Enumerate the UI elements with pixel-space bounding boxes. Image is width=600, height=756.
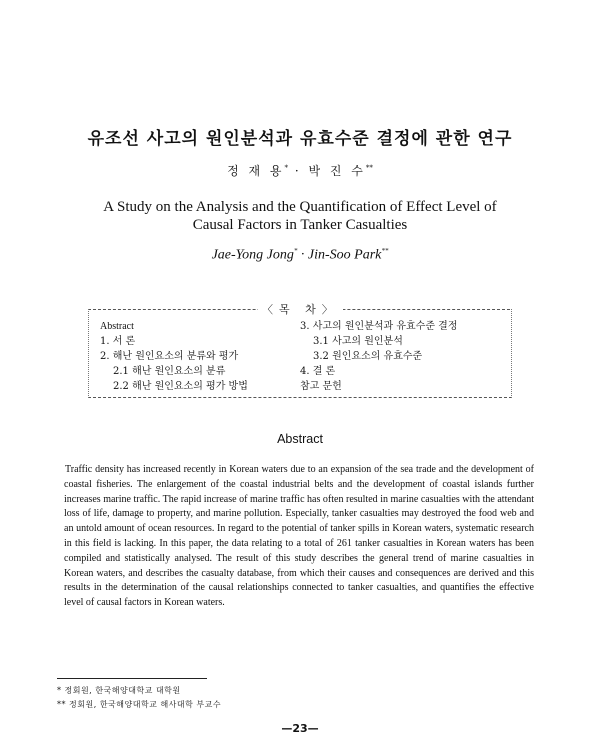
korean-authors xyxy=(0,162,600,179)
toc-item-3-1: 3.1 사고의 원인분석 xyxy=(313,336,403,347)
english-title xyxy=(0,198,600,234)
author-2-mark: ** xyxy=(365,164,373,172)
toc-item-4: 4. 결 론 xyxy=(300,366,336,377)
footnote-2: ** 정회원, 한국해양대학교 해사대학 부교수 xyxy=(57,700,222,709)
toc-item-2: 2. 해난 원인요소의 분류와 평가 xyxy=(100,351,239,362)
footnote-1: * 정회원, 한국해양대학교 대학원 xyxy=(57,686,181,695)
author-2-korean: 박 진 수 xyxy=(308,164,366,178)
english-title-line-1: A Study on the Analysis and the Quantification of Effect Level of xyxy=(103,199,497,215)
toc-item-abstract: Abstract xyxy=(100,321,134,332)
footnote-rule xyxy=(57,678,207,679)
toc-item-2-1: 2.1 해난 원인요소의 분류 xyxy=(113,366,226,377)
toc-item-3-2: 3.2 원인요소의 유효수준 xyxy=(313,351,423,362)
toc-item-3: 3. 사고의 원인분석과 유효수준 결정 xyxy=(300,321,458,332)
toc-item-1: 1. 서 론 xyxy=(100,336,136,347)
english-authors xyxy=(0,247,600,264)
abstract-body: Traffic density has increased recently in Korean waters due to an expansion of the sea trade and the development of coastal fisheries. The enlargement of the coastal industrial belts and the development of coastal islands further increases marine traffic. The rapid increase of marine traffic has often resulted in marine casualties with the attendant loss of life, damage to property, and marine pollution. Especially, tanker casualties may destroyed the food web and an untold amount of ocean resources. In regard to the potential of tanker spills in Korean waters, systematic research in this field is lacking. In this paper, the data relating to a total of 261 tanker casualties in Korean waters has been compiled and statistically analysed. The result of this study describes the general trend of marine casualties in Korean waters, and describes the casualty database, from which their causes and consequences are derived and this results in the determination of the causal relationships connected to tanker casualties, and quantifies the effective level of causal factors in Korean waters. xyxy=(64,464,534,609)
author-2-english: Jin-Soo Park xyxy=(307,247,382,263)
author-separator-en: · xyxy=(297,247,308,263)
author-1-mark: * xyxy=(284,164,289,172)
toc-right-column xyxy=(300,319,458,394)
page-number: —23— xyxy=(281,722,319,735)
author-1-english: Jae-Yong Jong xyxy=(211,247,294,263)
toc-heading: 〈목 차〉 xyxy=(258,301,343,317)
korean-title: 유조선 사고의 원인분석과 유효수준 결정에 관한 연구 xyxy=(87,129,513,149)
author-separator: · xyxy=(288,164,309,178)
abstract-heading: Abstract xyxy=(277,432,323,446)
toc-left-column xyxy=(100,319,248,394)
author-1-mark-en: * xyxy=(293,247,298,255)
author-1-korean: 정 재 용 xyxy=(227,164,285,178)
author-2-mark-en: ** xyxy=(381,247,389,255)
toc-item-references: 참고 문헌 xyxy=(300,381,342,392)
toc-item-2-2: 2.2 해난 원인요소의 평가 방법 xyxy=(113,381,248,392)
english-title-line-2: Causal Factors in Tanker Casualties xyxy=(192,217,408,233)
